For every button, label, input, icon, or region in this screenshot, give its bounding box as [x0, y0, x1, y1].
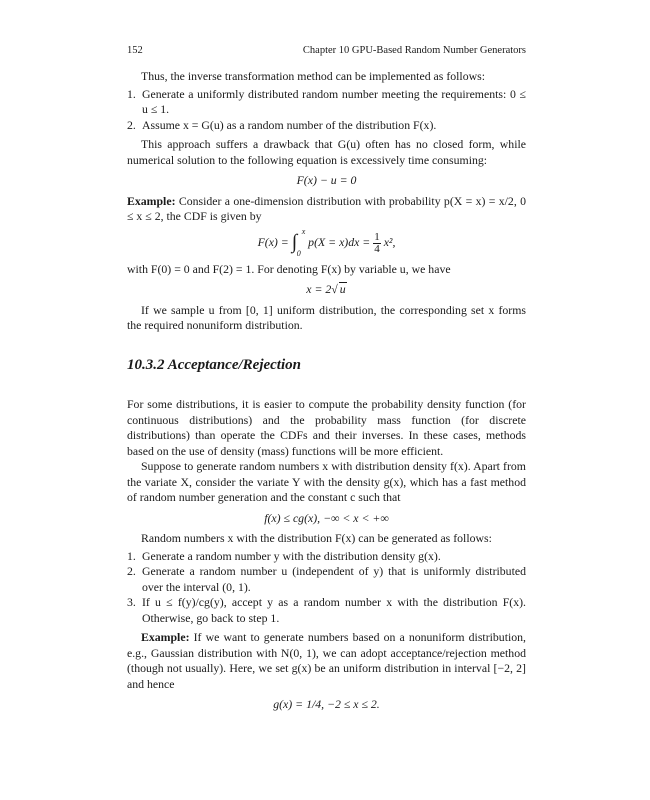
cdf-lhs: F(x) = [257, 234, 289, 249]
integral-upper-limit: x [301, 227, 306, 237]
list-item-number: 1. [127, 548, 136, 563]
equation-cdf [127, 227, 526, 259]
fraction-one-quarter [373, 232, 381, 255]
integral-lower-limit: 0 [296, 249, 301, 259]
page-body [127, 69, 526, 718]
section-paragraph-1: For some distributions, it is easier to compute the probability density function (for continuous distributions) and the probability mass function (for discrete distributions) than operate the CDFs and their inverses. In these cases, methods based on the use of density (mass) functions will be more efficient. [127, 397, 526, 458]
list-item [127, 87, 526, 118]
sample-paragraph: If we sample u from [0, 1] uniform distribution, the corresponding set x forms the required nonuniform distribution. [127, 302, 526, 332]
after-cdf-paragraph: with F(0) = 0 and F(2) = 1. For denoting F(x) by variable u, we have [127, 261, 451, 276]
list-item [127, 549, 526, 565]
running-title: Chapter 10 GPU-Based Random Number Generators [302, 45, 526, 56]
generation-intro: Random numbers x with the distribution F(x) can be generated as follows: [141, 531, 492, 545]
list-item-number: 2. [127, 564, 136, 578]
cdf-integrand: p(X = x)dx = [308, 234, 371, 249]
sqrt-radicand: u [339, 282, 346, 296]
drawback-paragraph: This approach suffers a drawback that G(u) often has no closed form, while numerical solution to the following equation is excessively time consuming: [127, 137, 526, 167]
list-item-text: Assume x = G(u) as a random number of the distribution F(x). [142, 117, 437, 132]
section-title: 10.3.2 Acceptance/Rejection [127, 356, 301, 373]
example2-paragraph [127, 630, 526, 692]
equation-fx-minus-u: F(x) − u = 0 [296, 173, 357, 187]
eq-x-lhs: x = 2 [306, 282, 332, 296]
section-paragraph-2: Suppose to generate random numbers x with distribution density f(x). Apart from the variate X, consider the variate Y with the density g(x), which has a fast method of random number generation and the constant c such that [127, 459, 526, 504]
list-item [127, 118, 526, 134]
example1-paragraph [127, 194, 526, 225]
equation-bound: f(x) ≤ cg(x), −∞ < x < +∞ [264, 510, 389, 525]
fraction-denominator: 4 [374, 242, 380, 255]
list-item [127, 564, 526, 595]
list-item-number: 2. [127, 117, 136, 132]
page-number: 152 [127, 45, 143, 56]
acceptance-rejection-steps [127, 549, 526, 627]
equation-x-sqrt: x = 2√ u [306, 282, 346, 296]
example1-text: Consider a one-dimension distribution with probability p(X = x) = x/2, 0 ≤ x ≤ 2, the CDF is given by [127, 193, 526, 223]
list-item-number: 1. [127, 86, 136, 101]
list-item-text: If u ≤ f(y)/cg(y), accept y as a random number x with the distribution F(x). Otherwise, go back to step 1. [142, 595, 526, 625]
example2-text: If we want to generate numbers based on a nonuniform distribution, e.g., Gaussian distribution with N(0, 1), we can adopt acceptance/rejection method (though not usually). Here, we set g(x) be an uniform distribution in interval [−2, 2] and hence [127, 630, 527, 691]
inverse-steps-list [127, 87, 526, 134]
fraction-numerator: 1 [374, 230, 380, 243]
list-item-text: Generate a uniformly distributed random number meeting the requirements: 0 ≤ u ≤ 1. [142, 86, 526, 116]
list-item-text: Generate a random number u (independent of y) that is uniformly distributed over the interval (0, 1). [142, 564, 526, 594]
equation-g: g(x) = 1/4, −2 ≤ x ≤ 2. [273, 697, 380, 711]
page-header [127, 45, 526, 59]
cdf-tail: x², [383, 234, 396, 249]
list-item-number: 3. [127, 595, 136, 609]
list-item [127, 595, 526, 626]
example-label: Example: [127, 193, 176, 208]
integral-sign: ∫ x 0 [292, 231, 297, 253]
intro-paragraph: Thus, the inverse transformation method can be implemented as follows: [141, 69, 485, 83]
example-label: Example: [141, 630, 190, 644]
list-item-text: Generate a random number y with the distribution density g(x). [142, 548, 441, 563]
